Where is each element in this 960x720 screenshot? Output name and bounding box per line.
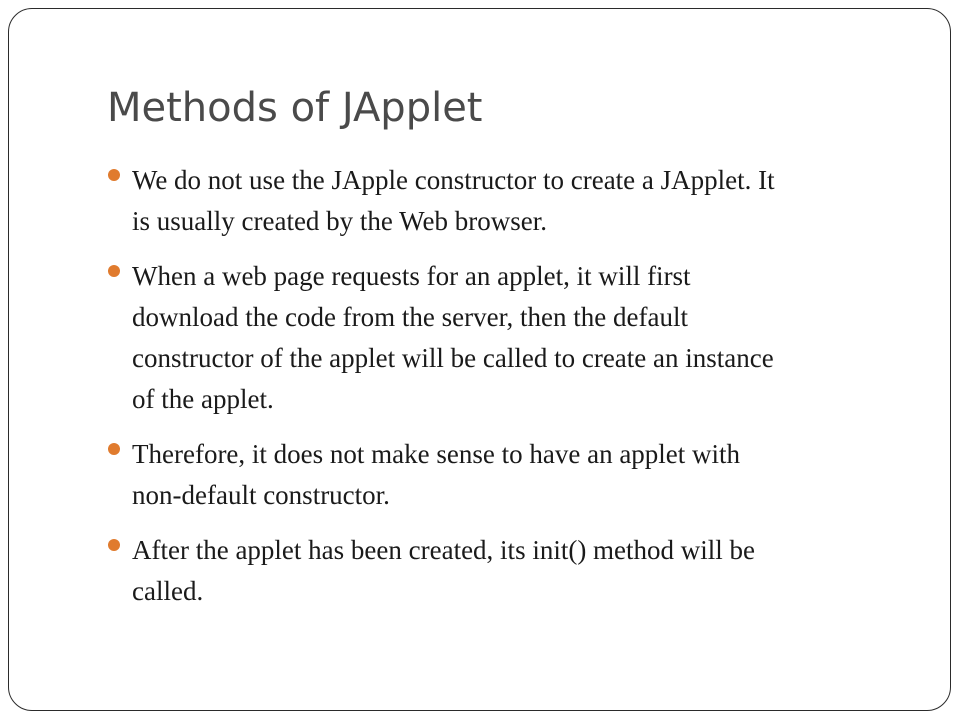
bullet-line: Therefore, it does not make sense to have an applet with bbox=[132, 439, 741, 469]
bullet-line: We do not use the JApple constructor to create a JApplet. It bbox=[132, 165, 775, 195]
bullet-line: is usually created by the Web browser. bbox=[132, 206, 547, 236]
bullet-line: constructor of the applet will be called to create an instance bbox=[132, 343, 774, 373]
bullet-dot-icon bbox=[108, 169, 120, 181]
bullet-line: After the applet has been created, its init() method will be bbox=[132, 535, 756, 565]
slide-title: Methods of JApplet bbox=[107, 85, 483, 131]
bullet-line: download the code from the server, then the default bbox=[132, 302, 688, 332]
bullet-item bbox=[108, 434, 898, 516]
bullet-dot-icon bbox=[108, 539, 120, 551]
bullet-line: of the applet. bbox=[132, 384, 274, 414]
bullet-line: called. bbox=[132, 576, 204, 606]
bullet-line: When a web page requests for an applet, it will first bbox=[132, 261, 691, 291]
bullet-list bbox=[108, 160, 898, 626]
bullet-dot-icon bbox=[108, 265, 120, 277]
bullet-item bbox=[108, 160, 898, 242]
bullet-item bbox=[108, 530, 898, 612]
bullet-dot-icon bbox=[108, 443, 120, 455]
bullet-item bbox=[108, 256, 898, 420]
bullet-line: non-default constructor. bbox=[132, 480, 390, 510]
